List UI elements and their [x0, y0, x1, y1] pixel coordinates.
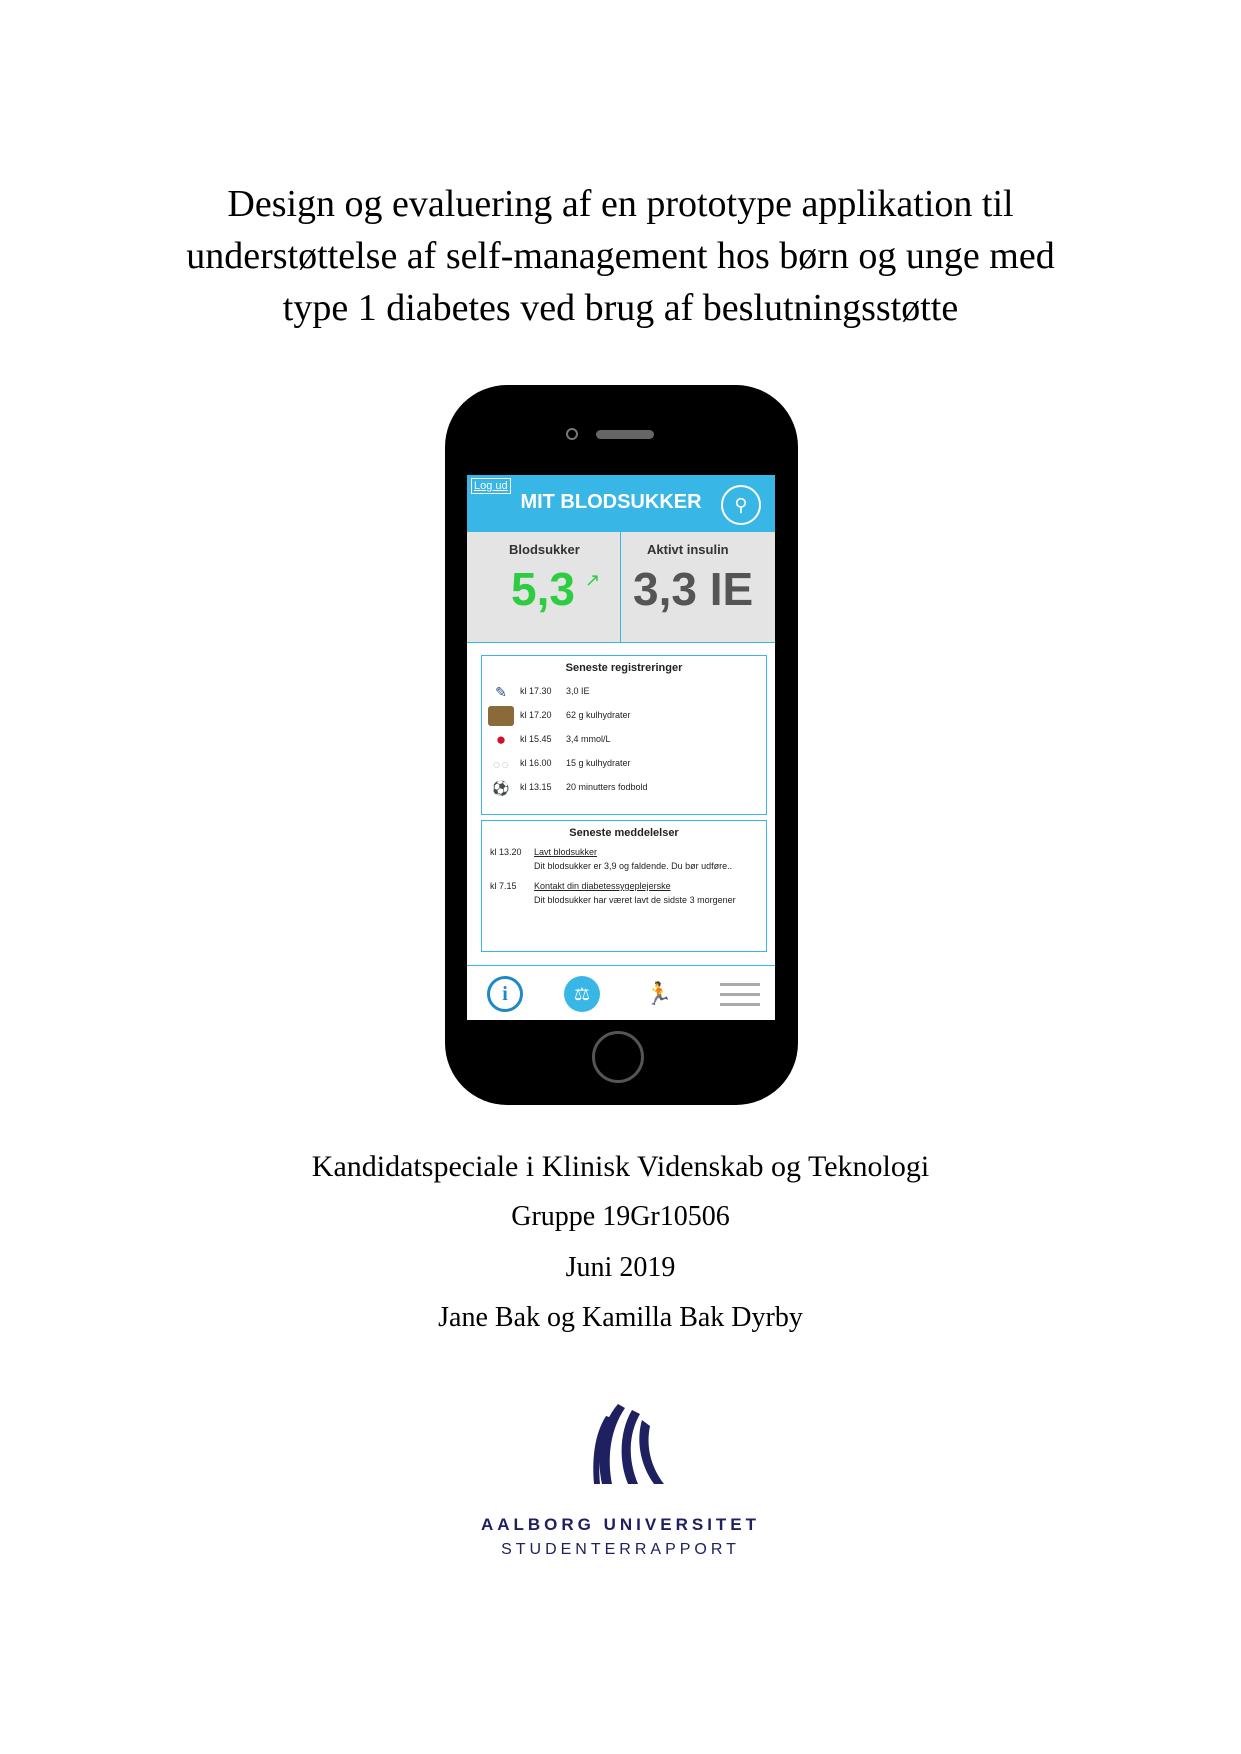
blood-sugar-label: Blodsukker	[509, 542, 580, 557]
active-insulin-box	[621, 532, 775, 643]
phone-speaker	[596, 430, 654, 439]
group-number: Gruppe 19Gr10506	[511, 1201, 730, 1232]
message-link[interactable]: Kontakt din diabetessygeplejerske	[534, 881, 671, 891]
title-line-2: understøttelse af self-management hos børn og unge med	[186, 235, 1055, 277]
registration-time: kl 15.45	[520, 734, 552, 744]
food-icon	[488, 706, 514, 726]
registration-time: kl 16.00	[520, 758, 552, 768]
registration-time: kl 17.20	[520, 710, 552, 720]
report-type: STUDENTERRAPPORT	[501, 1541, 740, 1558]
home-button	[592, 1031, 644, 1083]
football-icon: ⚽	[492, 780, 510, 796]
blood-drop-icon: ●	[495, 730, 507, 749]
message-time: kl 13.20	[490, 847, 522, 857]
registrations-title: Seneste registreringer	[565, 662, 683, 674]
blood-sugar-value: 5,3	[511, 563, 575, 615]
glucose-tablets-icon: ○○	[492, 756, 510, 772]
message-link[interactable]: Lavt blodsukker	[534, 847, 598, 857]
app-header	[467, 475, 775, 532]
registration-time: kl 13.15	[520, 782, 552, 792]
messages-panel	[481, 820, 767, 952]
logout-button[interactable]: Log ud	[471, 478, 511, 494]
insulin-pen-icon: ✎	[495, 684, 507, 700]
search-icon[interactable]: ⚲	[721, 485, 761, 525]
info-icon[interactable]: i	[487, 976, 523, 1012]
app-screen	[467, 475, 775, 1020]
registration-value: 15 g kulhydrater	[566, 758, 631, 768]
menu-icon[interactable]	[720, 976, 760, 1012]
registrations-panel	[481, 655, 767, 815]
authors: Jane Bak og Kamilla Bak Dyrby	[438, 1302, 803, 1333]
insulin-value: 3,3 IE	[633, 563, 754, 615]
bottom-navigation	[467, 965, 775, 1020]
app-title: MIT BLODSUKKER	[520, 491, 702, 513]
blood-sugar-box	[467, 532, 621, 643]
university-name: AALBORG UNIVERSITET	[480, 1515, 761, 1534]
title-line-3: type 1 diabetes ved brug af beslutningsstøtte	[282, 287, 959, 329]
phone-mockup	[445, 385, 798, 1105]
scale-icon[interactable]: ⚖	[564, 976, 600, 1012]
message-time: kl 7.15	[490, 881, 517, 891]
registration-value: 20 minutters fodbold	[566, 782, 648, 792]
document-title	[0, 178, 1241, 334]
date: Juni 2019	[565, 1252, 676, 1283]
aau-logo	[570, 1400, 672, 1490]
title-line-1: Design og evaluering af en prototype applikation til	[227, 183, 1014, 225]
trend-up-icon: ↗	[585, 570, 601, 590]
message-body: Dit blodsukker har været lavt de sidste 3 morgener	[534, 895, 736, 905]
messages-title: Seneste meddelelser	[569, 827, 679, 839]
thesis-type: Kandidatspeciale i Klinisk Videnskab og Teknologi	[311, 1150, 930, 1183]
message-body: Dit blodsukker er 3,9 og faldende. Du bør udføre..	[534, 861, 733, 871]
registration-value: 62 g kulhydrater	[566, 710, 631, 720]
insulin-label: Aktivt insulin	[647, 542, 729, 557]
registration-value: 3,0 IE	[566, 686, 590, 696]
registration-time: kl 17.30	[520, 686, 552, 696]
running-icon[interactable]: 🏃	[645, 981, 673, 1006]
phone-camera-icon	[566, 428, 578, 440]
registration-value: 3,4 mmol/L	[566, 734, 611, 744]
